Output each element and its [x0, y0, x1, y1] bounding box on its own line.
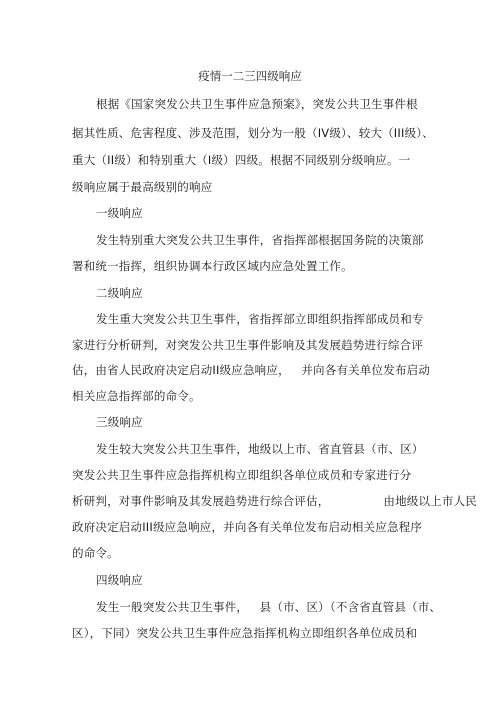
section-heading: 二级响应 [96, 286, 143, 300]
section-heading: 四级响应 [96, 573, 143, 587]
document-title: 疫情一二三四级响应 [198, 69, 302, 83]
paragraph-line: 重大（II级）和特别重大（I级）四级。根据不同级别分级响应。一 [72, 153, 411, 167]
paragraph-line: 析研判，对事件影响及其发展趋势进行综合评估， 由地级以上市人民 [72, 494, 477, 508]
section-heading: 一级响应 [96, 206, 143, 220]
paragraph-line: 级响应属于最高级别的响应 [72, 180, 213, 194]
paragraph-line: 署和统一指挥，组织协调本行政区域内应急处置工作。 [72, 259, 353, 273]
paragraph-line: 发生较大突发公共卫生事件，地级以上市、省直管县（市、区） [96, 442, 424, 456]
section-heading: 三级响应 [96, 415, 143, 429]
paragraph-line: 发生一般突发公共卫生事件， 县（市、区）（不含省直管县（市、 [96, 600, 442, 614]
paragraph-line: 的命令。 [72, 546, 119, 560]
paragraph-line: 估，由省人民政府决定启动II级应急响应， 并向各有关单位发布启动 [72, 363, 431, 377]
paragraph-line: 突发公共卫生事件应急指挥机构立即组织各单位成员和专家进行分 [72, 468, 412, 482]
paragraph-line: 发生重大突发公共卫生事件，省指挥部立即组织指挥部成员和专 [96, 312, 424, 326]
paragraph-line: 政府决定启动III级应急响应，并向各有关单位发布启动相关应急程序 [72, 520, 423, 534]
paragraph-line: 区），下同）突发公共卫生事件应急指挥机构立即组织各单位成员和 [72, 626, 418, 640]
paragraph-line: 根据《国家突发公共卫生事件应急预案》，突发公共卫生事件根 [96, 97, 418, 111]
paragraph-line: 相关应急指挥部的命令。 [72, 389, 201, 403]
paragraph-line: 发生特别重大突发公共卫生事件，省指挥部根据国务院的决策部 [96, 233, 424, 247]
paragraph-line: 家进行分析研判，对突发公共卫生事件影响及其发展趋势进行综合评 [72, 338, 423, 352]
paragraph-line: 据其性质、危害程度、涉及范围，划分为一般（IV级）、较大（III级）、 [72, 126, 434, 140]
